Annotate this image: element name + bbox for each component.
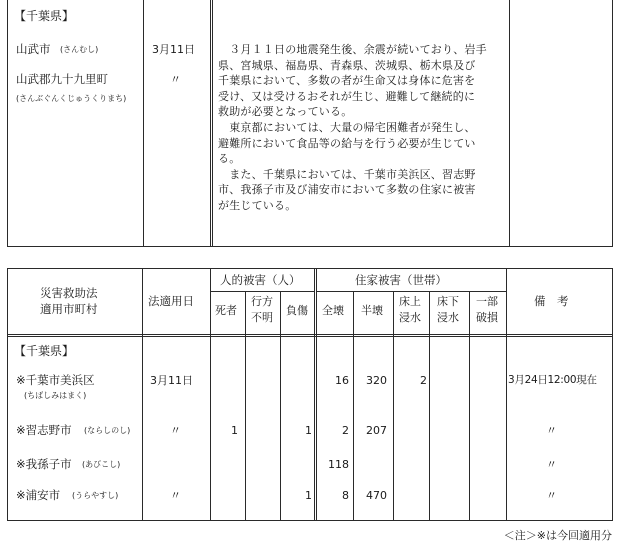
reason-line: 避難所において食品等の給与を行う必要が生じてい	[218, 136, 476, 150]
row-name: ※習志野市	[16, 423, 72, 437]
header-municipality: 適用市町村	[40, 302, 98, 316]
table-prefecture-label: 【千葉県】	[14, 344, 75, 358]
row-reading: (ならしのし)	[84, 426, 131, 435]
reason-line: 受け、又は受けるおそれが生じ、避難して継続的に	[218, 89, 476, 103]
header-injured: 負傷	[286, 304, 308, 317]
row-remarks: 〃	[546, 424, 557, 437]
top-prefecture-label: 【千葉県】	[14, 9, 75, 23]
row-date: 〃	[170, 424, 181, 437]
row-reading: (ちばしみはまく)	[24, 391, 87, 400]
table-note: ＜注＞※は今回適用分	[503, 529, 612, 542]
top-row-date: 〃	[170, 73, 181, 86]
row-above: 2	[420, 374, 427, 387]
row-name: ※我孫子市	[16, 457, 72, 471]
row-total: 118	[328, 458, 349, 471]
header-missing: 不明	[251, 311, 273, 324]
row-half: 320	[366, 374, 387, 387]
row-reading: (うらやすし)	[72, 491, 119, 500]
header-above-floor: 床上	[399, 295, 421, 308]
row-dead: 1	[231, 424, 238, 437]
header-below-floor: 浸水	[437, 311, 459, 324]
header-above-floor: 浸水	[399, 311, 421, 324]
row-remarks: 〃	[546, 489, 557, 502]
reason-line: る。	[218, 152, 241, 166]
row-total: 2	[342, 424, 349, 437]
row-name: ※浦安市	[16, 488, 61, 502]
header-below-floor: 床下	[437, 295, 459, 308]
reason-line: 千葉県において、多数の者が生命又は身体に危害を	[218, 74, 476, 88]
top-row-date: 3月11日	[152, 43, 195, 56]
header-remarks: 備 考	[534, 294, 569, 308]
header-human-damage: 人的被害（人）	[220, 273, 301, 287]
header-missing: 行方	[251, 295, 273, 308]
row-reading: (あびこし)	[82, 460, 121, 469]
row-half: 470	[366, 489, 387, 502]
row-total: 16	[335, 374, 349, 387]
header-half-destroyed: 半壊	[361, 304, 383, 317]
header-date: 法適用日	[148, 294, 194, 308]
reason-line: 救助が必要となっている。	[218, 105, 353, 119]
reason-line: が生じている。	[218, 198, 297, 212]
row-injured: 1	[305, 489, 312, 502]
header-partial: 一部	[476, 295, 498, 308]
top-row-reading: (さんぶぐんくじゅうくりまち)	[16, 94, 127, 103]
top-row-name: 山武市	[16, 42, 51, 56]
header-dead: 死者	[215, 304, 237, 317]
row-name: ※千葉市美浜区	[16, 373, 95, 387]
row-injured: 1	[305, 424, 312, 437]
header-house-damage: 住家被害（世帯）	[355, 273, 447, 287]
top-row-reading: (さんむし)	[60, 45, 99, 54]
row-total: 8	[342, 489, 349, 502]
header-total-destroyed: 全壊	[322, 304, 344, 317]
row-date: 〃	[170, 489, 181, 502]
reason-line: また、千葉県においては、千葉市美浜区、習志野	[218, 167, 476, 181]
header-partial: 破損	[476, 311, 498, 324]
row-remarks: 3月24日12:00現在	[508, 374, 597, 386]
top-row-name: 山武郡九十九里町	[16, 72, 108, 86]
row-date: 3月11日	[150, 374, 193, 387]
reason-line: 東京都においては、大量の帰宅困難者が発生し、	[218, 120, 476, 134]
reason-line: ３月１１日の地震発生後、余震が続いており、岩手	[218, 43, 487, 56]
reason-line: 県、宮城県、福島県、青森県、茨城県、栃木県及び	[218, 58, 476, 72]
header-municipality: 災害救助法	[40, 286, 98, 300]
row-half: 207	[366, 424, 387, 437]
row-remarks: 〃	[546, 458, 557, 471]
reason-line: 市、我孫子市及び浦安市において多数の住家に被害	[218, 183, 476, 197]
reason-text	[218, 42, 506, 214]
